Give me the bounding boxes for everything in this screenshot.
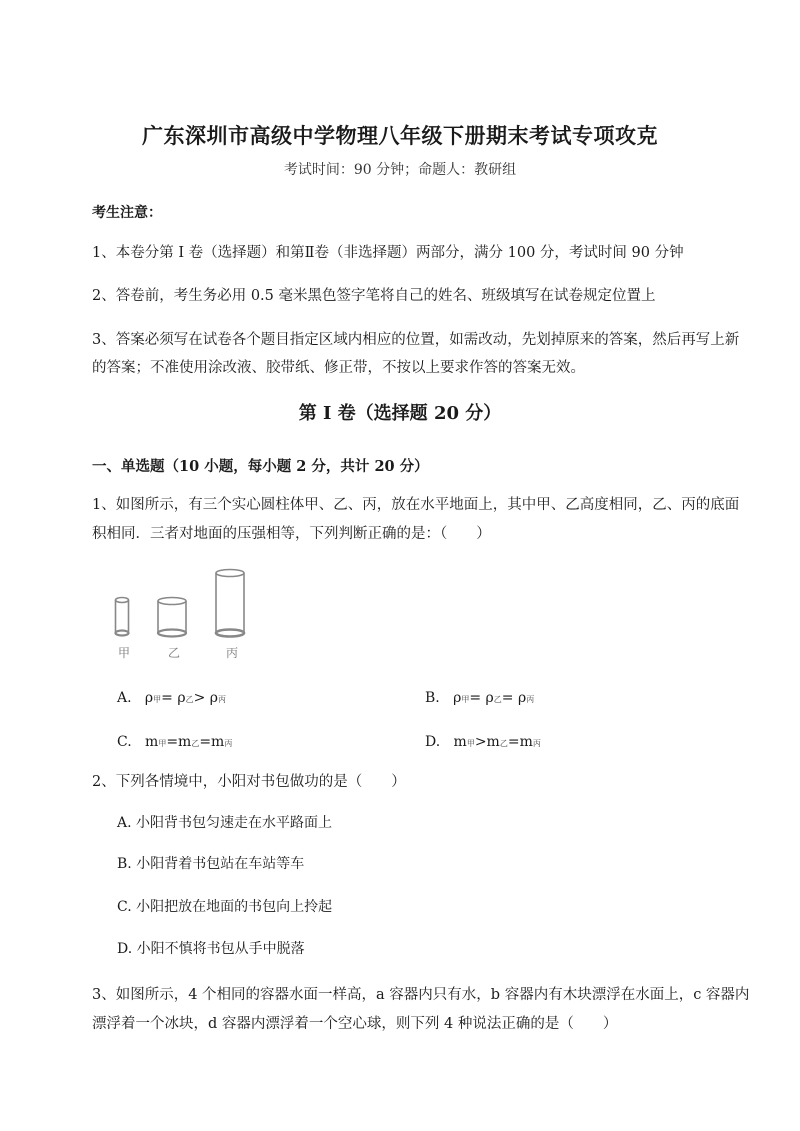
q1-option-c[interactable]: C. m甲=m乙=m丙	[117, 734, 233, 750]
cylinder-bing	[216, 570, 244, 637]
q1-option-b[interactable]: B. ρ甲= ρ乙= ρ丙	[425, 690, 535, 706]
notice-item-1: 1、本卷分第 I 卷（选择题）和第Ⅱ卷（非选择题）两部分，满分 100 分，考试时间 90 分钟	[92, 245, 684, 261]
label-bing: 丙	[225, 646, 239, 660]
cylinder-jia	[116, 598, 129, 636]
notice-item-2: 2、答卷前，考生务必用 0.5 毫米黑色签字笔将自己的姓名、班级填写在试卷规定位置上	[92, 288, 656, 304]
question-3-text: 3、如图所示，4 个相同的容器水面一样高，a 容器内只有水，b 容器内有木块漂浮在水面上，c 容器内漂浮着一个冰块，d 容器内漂浮着一个空心球，则下列 4 种说法正确的是（ ）	[92, 987, 750, 1032]
notice-item-3: 3、答案必须写在试卷各个题目指定区域内相应的位置，如需改动，先划掉原来的答案，然后再写上新的答案；不准使用涂改液、胶带纸、修正带，不按以上要求作答的答案无效。	[92, 332, 740, 376]
q2-option-b[interactable]: B. 小阳背着书包站在车站等车	[117, 856, 305, 872]
cylinders-figure	[108, 563, 258, 663]
page-title: 广东深圳市高级中学物理八年级下册期末考试专项攻克	[142, 123, 658, 148]
label-yi: 乙	[167, 646, 181, 660]
cylinder-yi	[158, 598, 186, 637]
q2-option-a[interactable]: A. 小阳背书包匀速走在水平路面上	[117, 815, 333, 831]
q2-option-c[interactable]: C. 小阳把放在地面的书包向上拎起	[117, 899, 333, 915]
notice-heading: 考生注意：	[92, 205, 162, 221]
question-1-text: 1、如图所示，有三个实心圆柱体甲、乙、丙，放在水平地面上，其中甲、乙高度相同，乙、丙的底面积相同．三者对地面的压强相等，下列判断正确的是：（ ）	[92, 497, 740, 542]
q1-option-d[interactable]: D. m甲>m乙=m丙	[425, 734, 541, 750]
q1-option-a[interactable]: A. ρ甲= ρ乙> ρ丙	[117, 690, 226, 706]
q2-option-d[interactable]: D. 小阳不慎将书包从手中脱落	[117, 941, 305, 957]
section-title: 第 I 卷（选择题 20 分）	[298, 403, 502, 424]
question-2-text: 2、下列各情境中，小阳对书包做功的是（ ）	[92, 774, 406, 790]
part-heading: 一、单选题（10 小题，每小题 2 分，共计 20 分）	[92, 458, 429, 475]
exam-info: 考试时间：90 分钟；命题人：教研组	[283, 162, 517, 178]
label-jia: 甲	[117, 646, 131, 660]
